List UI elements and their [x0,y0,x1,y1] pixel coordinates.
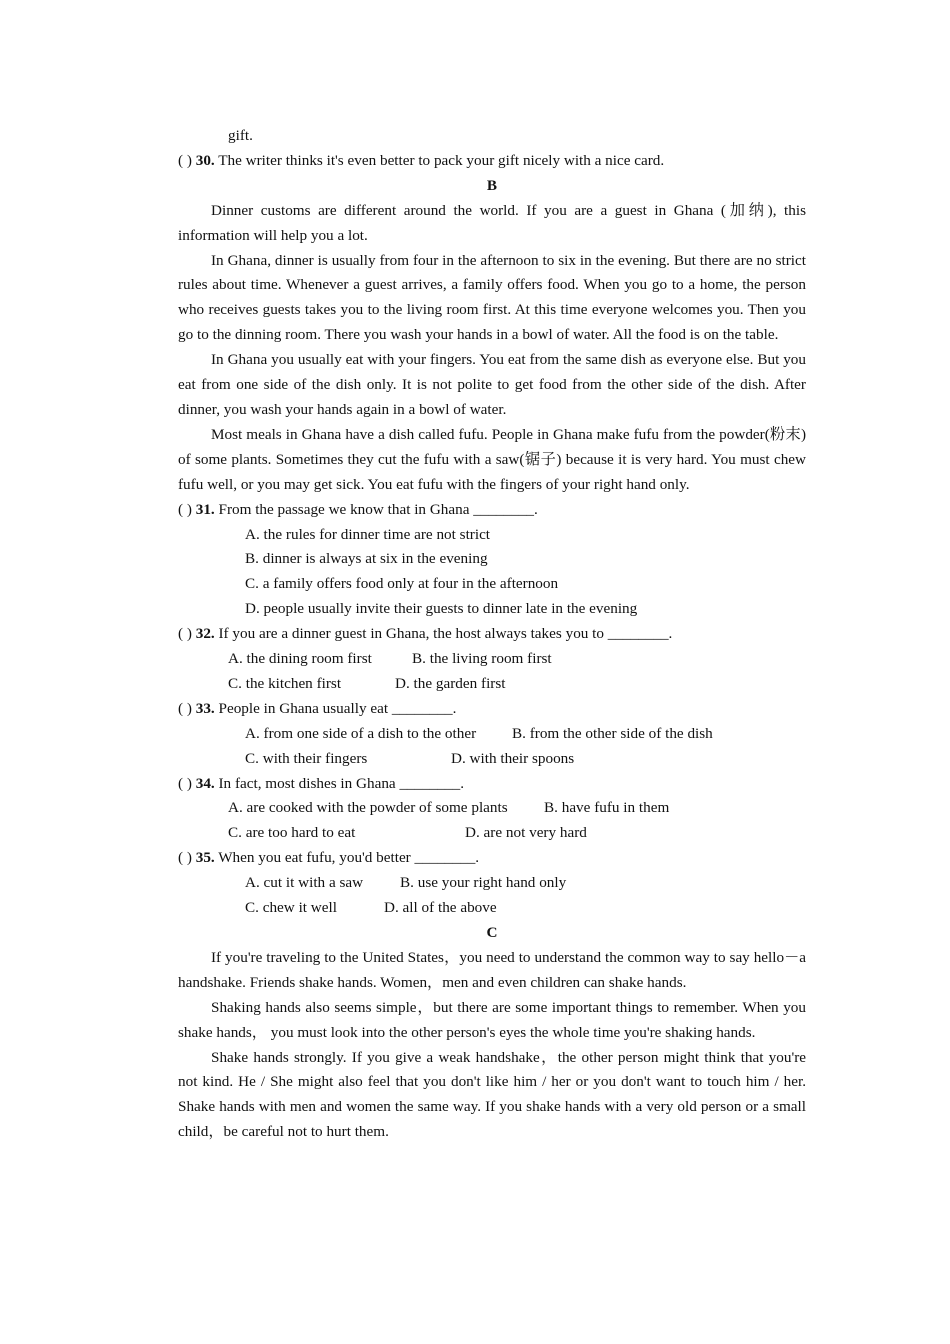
option-32-c: C. the kitchen first [228,674,342,692]
option-33-d: D. with their spoons [451,749,575,767]
answer-blank: ( ) [178,625,192,643]
section-heading-c: C [486,924,498,941]
option-34-d: D. are not very hard [465,824,587,842]
option-row [178,796,806,821]
passage-b-paragraph-1: Dinner customs are different around the world. If you are a guest in Ghana (加纳), this information will help you a lot. [178,201,806,244]
option-31-a: A. the rules for dinner time are not strict [245,525,491,543]
question-number: 31. [195,500,215,518]
option-row [178,871,806,896]
option-row [178,672,806,697]
question-number: 30. [195,151,215,169]
answer-blank: ( ) [178,500,192,518]
question-34 [178,772,806,797]
option-35-b: B. use your right hand only [400,874,567,892]
option-34-c: C. are too hard to eat [228,824,356,842]
question-text: In fact, most dishes in Ghana ________. [214,774,464,792]
option-33-a: A. from one side of a dish to the other [245,724,477,742]
question-33 [178,697,806,722]
option-32-d: D. the garden first [395,674,506,692]
option-32-b: B. the living room first [412,650,552,668]
option-31-b: B. dinner is always at six in the evening [245,550,488,568]
option-34-a: A. are cooked with the powder of some plants [228,799,508,817]
option-34-b: B. have fufu in them [544,799,670,817]
option-35-c: C. chew it well [245,899,337,917]
answer-blank: ( ) [178,849,192,867]
option-35-a: A. cut it with a saw [245,874,364,892]
question-number: 32. [195,625,215,643]
passage-b-paragraph-3: In Ghana you usually eat with your fingers. You eat from the same dish as everyone else. But you eat from one side of the dish only. It is not polite to get food from the other side of the dish. After dinner, you wash your hands again in a bowl of water. [178,351,806,418]
option-35-d: D. all of the above [384,899,497,917]
question-number: 33. [195,699,215,717]
question-number: 35. [195,849,215,867]
question-text: If you are a dinner guest in Ghana, the host always takes you to ________. [214,625,673,643]
question-30 [178,149,806,174]
answer-blank: ( ) [178,774,192,792]
question-text: The writer thinks it's even better to pack your gift nicely with a nice card. [214,151,665,169]
section-heading-b: B [486,176,498,194]
passage-b-paragraph-4: Most meals in Ghana have a dish called fufu. People in Ghana make fufu from the powder(粉末) of some plants. Sometimes they cut the fufu with a saw(锯子) because it is very hard. You must chew fufu well, or you may get sick. You eat fufu with the fingers of your right hand only. [178,425,806,493]
question-text: People in Ghana usually eat ________. [214,699,457,717]
question-31 [178,498,806,523]
option-row [178,821,806,846]
answer-blank: ( ) [178,151,192,169]
question-32 [178,622,806,647]
option-row [178,647,806,672]
option-31-d: D. people usually invite their guests to dinner late in the evening [245,600,638,618]
option-33-b: B. from the other side of the dish [512,724,713,742]
question-35 [178,846,806,871]
question-number: 34. [195,774,215,792]
option-33-c: C. with their fingers [245,749,368,767]
document-page [178,124,806,1145]
option-row [178,747,806,772]
passage-c-paragraph-1: If you're traveling to the United States，you need to understand the common way to say hello－a handshake. Friends shake hands. Women，men and even children can shake hands. [178,948,806,991]
question-text: From the passage we know that in Ghana ________. [214,500,538,518]
question-text: When you eat fufu, you'd better ________. [214,849,480,867]
option-32-a: A. the dining room first [228,650,372,668]
passage-c-paragraph-2: Shaking hands also seems simple，but there are some important things to remember. When you shake hands， you must look into the other person's eyes the whole time you're shaking hands. [178,998,806,1041]
option-row [178,722,806,747]
passage-b-paragraph-2: In Ghana, dinner is usually from four in the afternoon to six in the evening. But there are no strict rules about time. Whenever a guest arrives, a family offers food. When you go to a home, the person who receives guests takes you to the living room first. At this time everyone welcomes you. Then you go to the dinning room. There you wash your hands in a bowl of water. All the food is on the table. [178,251,806,344]
continued-option-fragment: gift. [228,127,253,144]
option-31-c: C. a family offers food only at four in the afternoon [245,575,559,593]
passage-c-paragraph-3: Shake hands strongly. If you give a weak handshake，the other person might think that you're not kind. He / She might also feel that you don't like him / her or you don't want to touch him / her. Shake hands with men and women the same way. If you shake hands with a very old person or a small child，be careful not to hurt them. [178,1048,806,1141]
option-row [178,896,806,921]
answer-blank: ( ) [178,699,192,717]
